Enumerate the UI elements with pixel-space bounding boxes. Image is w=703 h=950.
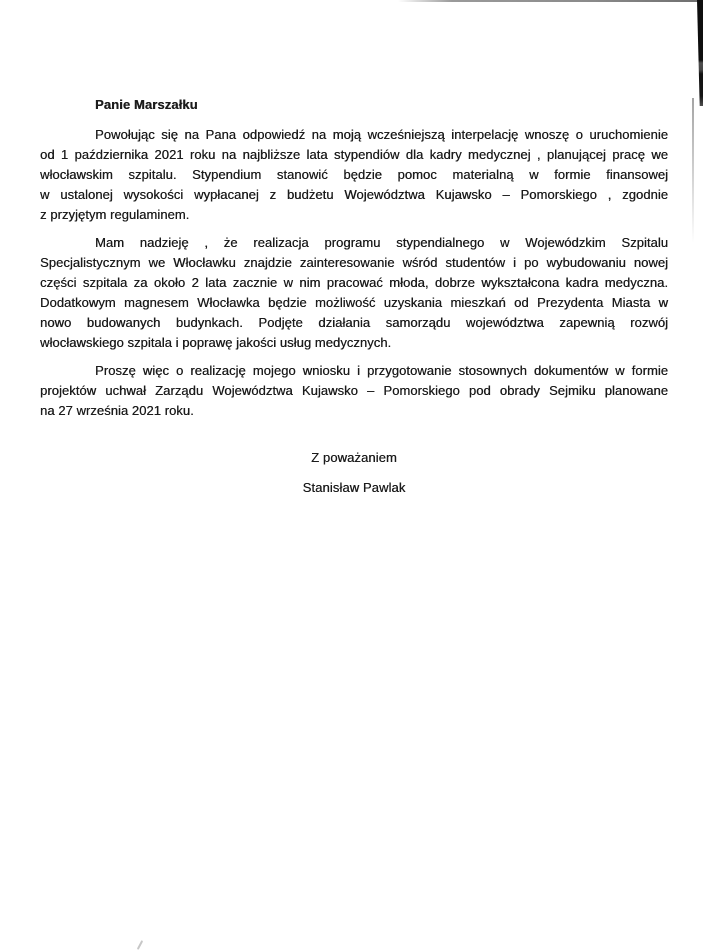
scan-right-edge-bar (697, 0, 703, 106)
scan-speck (137, 940, 143, 950)
letter-body (40, 95, 668, 498)
closing-block (40, 448, 668, 498)
paragraph-1 (40, 125, 668, 225)
paragraph-line: od 1 października 2021 roku na najbliższe lata stypendiów dla kadry medycznej , planującej pracę we (40, 147, 668, 162)
paragraph-3 (40, 361, 668, 421)
paragraph-line: włocławskim szpitalu. Stypendium stanowić będzie pomoc materialną w formie finansowej (40, 167, 668, 182)
paragraph-2 (40, 233, 668, 353)
paragraph-line: projektów uchwał Zarządu Województwa Kujawsko – Pomorskiego pod obrady Sejmiku planowane (40, 383, 668, 398)
paragraph-line: Proszę więc o realizację mojego wniosku i przygotowanie stosownych dokumentów w formie (95, 363, 668, 378)
paragraph-line: z przyjętym regulaminem. (40, 207, 190, 222)
paragraph-line: części szpitala za około 2 lata zacznie w nim pracować młoda, dobrze wykształcona kadra medyczna. (40, 275, 668, 290)
paragraph-line: nowo budowanych budynkach. Podjęte działania samorządu województwa zapewnią rozwój (40, 315, 668, 330)
scan-top-edge-line (398, 0, 698, 2)
paragraph-line: Dodatkowym magnesem Włocławka będzie możliwość uzyskania mieszkań od Prezydenta Miasta w (40, 295, 668, 310)
paragraph-line: Specjalistycznym we Włocławku znajdzie zainteresowanie wśród studentów i po wybudowaniu nowej (40, 255, 668, 270)
paragraph-line: w ustalonej wysokości wypłacanej z budżetu Województwa Kujawsko – Pomorskiego , zgodnie (40, 187, 668, 202)
paragraph-line: Mam nadzieję , że realizacja programu stypendialnego w Wojewódzkim Szpitalu (95, 235, 668, 250)
closing-phrase: Z poważaniem (311, 450, 397, 465)
signature-name: Stanisław Pawlak (302, 480, 406, 495)
paragraph-line: na 27 września 2021 roku. (40, 403, 194, 418)
paragraph-line: Powołując się na Pana odpowiedź na moją wcześniejszą interpelację wnoszę o uruchomienie (95, 127, 668, 142)
salutation: Panie Marszałku (95, 97, 198, 112)
scan-right-edge-faint-line (692, 98, 694, 243)
paragraph-line: włocławskiego szpitala i poprawę jakości usług medycznych. (40, 335, 392, 350)
